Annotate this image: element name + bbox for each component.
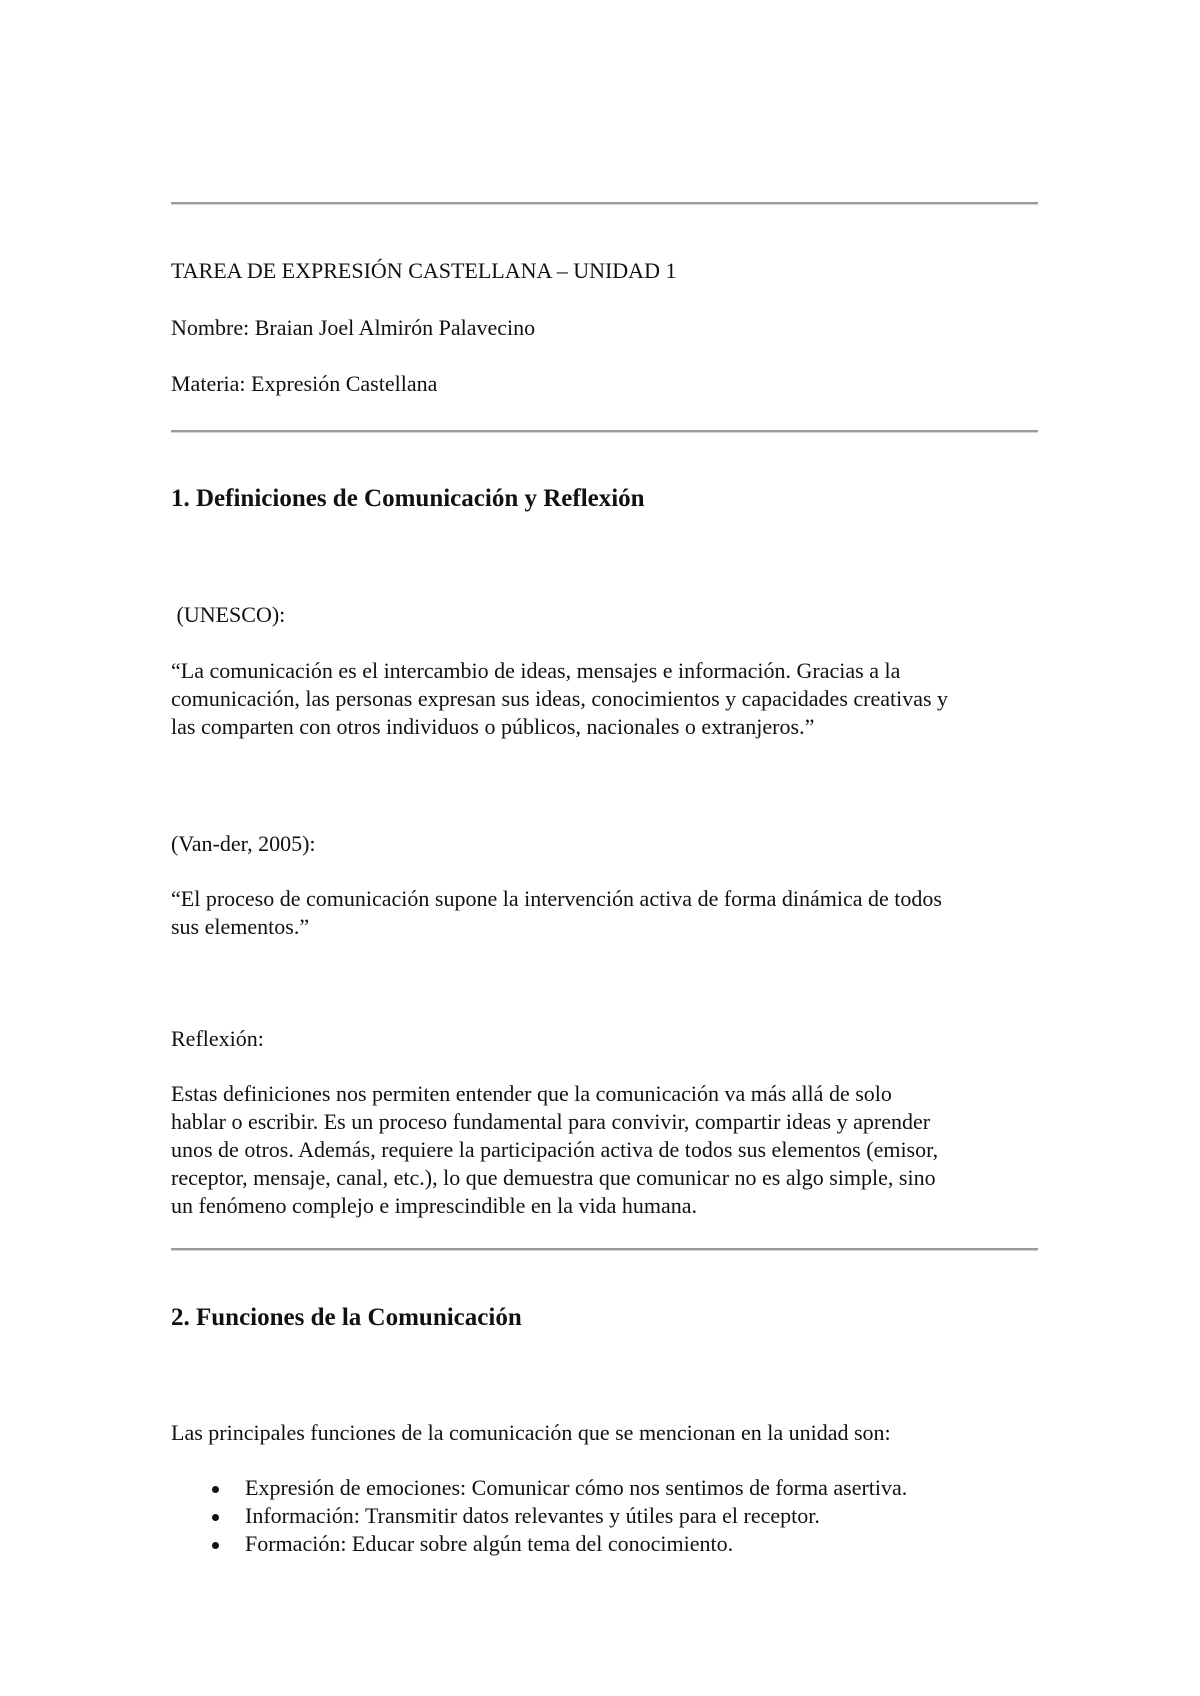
reflection-line: receptor, mensaje, canal, etc.), lo que demuestra que comunicar no es algo simple, sino xyxy=(171,1165,936,1190)
quote-van-der xyxy=(171,885,1041,941)
horizontal-rule-top xyxy=(171,202,1038,205)
list-item-text: Formación: Educar sobre algún tema del conocimiento. xyxy=(245,1531,734,1556)
bullet-icon xyxy=(212,1514,219,1521)
reflection-line: unos de otros. Además, requiere la participación activa de todos sus elementos (emisor, xyxy=(171,1137,939,1162)
horizontal-rule-header-end xyxy=(171,430,1038,433)
list-item xyxy=(171,1502,1041,1530)
subject-line: Materia: Expresión Castellana xyxy=(171,371,438,396)
student-name: Nombre: Braian Joel Almirón Palavecino xyxy=(171,315,536,340)
section2-heading: 2. Funciones de la Comunicación xyxy=(171,1304,522,1331)
bullet-icon xyxy=(212,1486,219,1493)
quote-van-der-line: sus elementos.” xyxy=(171,914,310,939)
reflection-paragraph xyxy=(171,1080,1041,1220)
quote-unesco-line: comunicación, las personas expresan sus ideas, conocimientos y capacidades creativas y xyxy=(171,686,949,711)
document-title: TAREA DE EXPRESIÓN CASTELLANA – UNIDAD 1 xyxy=(171,258,677,283)
quote-unesco-line: las comparten con otros individuos o públicos, nacionales o extranjeros.” xyxy=(171,714,815,739)
bullet-icon xyxy=(212,1542,219,1549)
source-van-der: (Van-der, 2005): xyxy=(171,831,316,856)
list-item xyxy=(171,1474,1041,1502)
section1-heading: 1. Definiciones de Comunicación y Reflexión xyxy=(171,485,645,512)
quote-unesco-line: “La comunicación es el intercambio de ideas, mensajes e información. Gracias a la xyxy=(171,658,901,683)
list-item xyxy=(171,1530,1041,1558)
functions-list xyxy=(171,1474,1041,1558)
quote-van-der-line: “El proceso de comunicación supone la intervención activa de forma dinámica de todos xyxy=(171,886,942,911)
source-unesco: (UNESCO): xyxy=(171,602,286,627)
list-item-text: Información: Transmitir datos relevantes y útiles para el receptor. xyxy=(245,1503,820,1528)
reflection-line: hablar o escribir. Es un proceso fundamental para convivir, compartir ideas y aprender xyxy=(171,1109,931,1134)
reflection-line: un fenómeno complejo e imprescindible en la vida humana. xyxy=(171,1193,698,1218)
reflection-line: Estas definiciones nos permiten entender que la comunicación va más allá de solo xyxy=(171,1081,892,1106)
list-item-text: Expresión de emociones: Comunicar cómo nos sentimos de forma asertiva. xyxy=(245,1475,908,1500)
functions-intro: Las principales funciones de la comunicación que se mencionan en la unidad son: xyxy=(171,1420,891,1445)
reflection-label: Reflexión: xyxy=(171,1026,264,1051)
quote-unesco xyxy=(171,657,1041,741)
horizontal-rule-section-end xyxy=(171,1248,1038,1251)
